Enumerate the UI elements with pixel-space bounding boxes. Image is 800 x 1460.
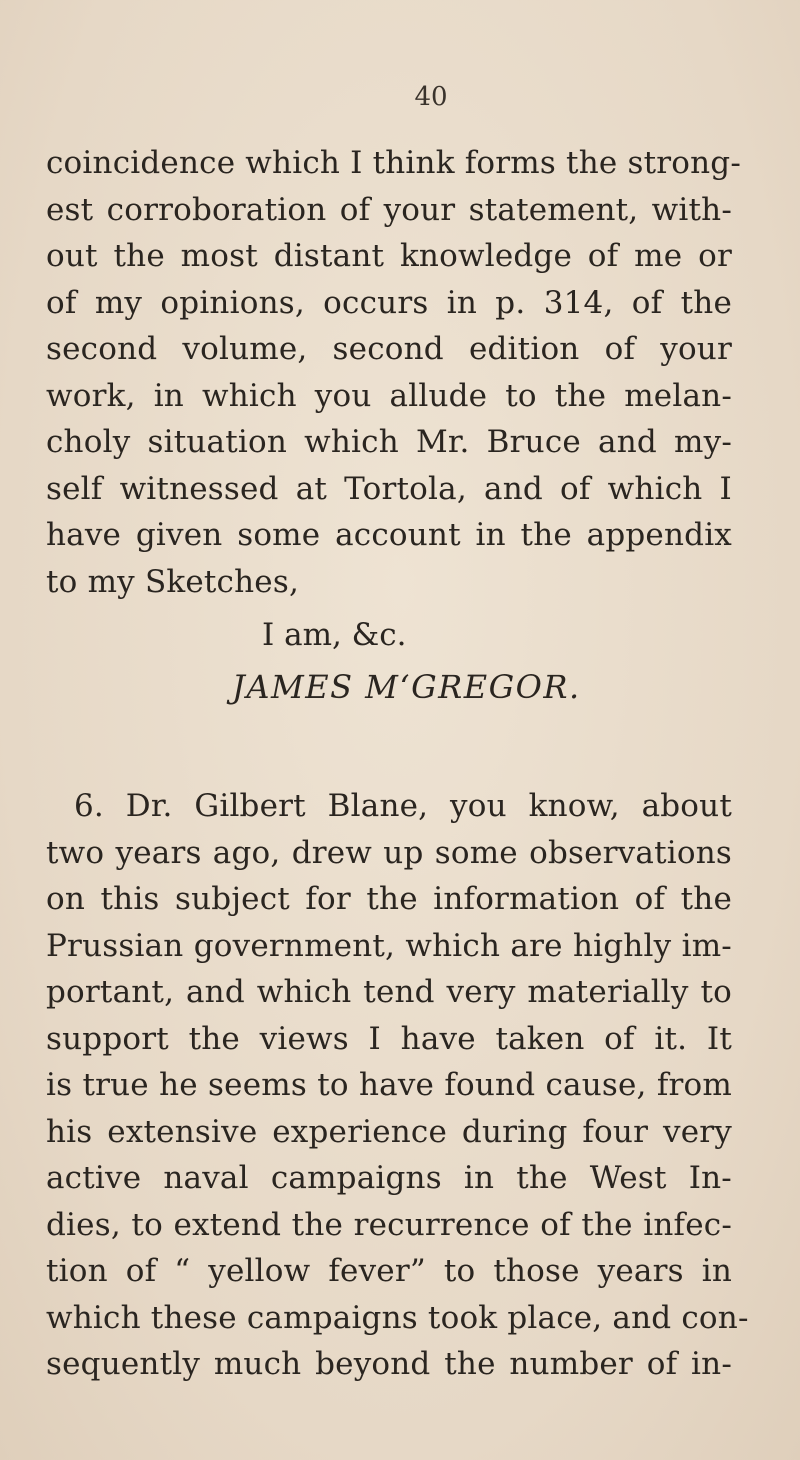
text-line: of my opinions, occurs in p. 314, of the [46, 284, 732, 321]
text-line: out the most distant knowledge of me or [46, 238, 732, 274]
signature: JAMES M‘GREGOR. [232, 668, 581, 706]
text-line: which these campaigns took place, and con- [46, 1299, 749, 1336]
text-line: support the views I have taken of it. It [46, 1020, 732, 1057]
paragraph-section-6 [46, 783, 749, 1388]
paragraph-letter-body [46, 140, 742, 605]
text-line: portant, and which tend very materially to [46, 974, 732, 1010]
text-line: active naval campaigns in the West In- [46, 1160, 732, 1196]
text-line: have given some account in the appendix [46, 517, 732, 553]
text-line: second volume, second edition of your [46, 331, 732, 367]
text-line: coincidence which I think forms the strong- [46, 145, 742, 181]
text-line: two years ago, drew up some observations [46, 834, 732, 871]
text-line: self witnessed at Tortola, and of which I [46, 470, 732, 507]
text-line: dies, to extend the recurrence of the infec- [46, 1206, 732, 1243]
text-line: est corroboration of your statement, with- [46, 191, 732, 228]
text-line: 6. Dr. Gilbert Blane, you know, about [74, 788, 732, 824]
text-line: his extensive experience during four very [46, 1113, 732, 1150]
page-number: 40 [414, 82, 448, 112]
text-line: choly situation which Mr. Bruce and my- [46, 424, 732, 460]
text-line: Prussian government, which are highly im- [46, 927, 732, 964]
text-line: on this subject for the information of the [46, 881, 732, 917]
text-line: to my Sketches, [46, 563, 299, 600]
text-line: sequently much beyond the number of in- [46, 1346, 732, 1382]
text-line: is true he seems to have found cause, from [46, 1067, 732, 1103]
text-line: tion of “ yellow fever” to those years in [46, 1253, 732, 1289]
salutation: I am, &c. [262, 617, 407, 653]
text-line: work, in which you allude to the melan- [46, 377, 732, 414]
